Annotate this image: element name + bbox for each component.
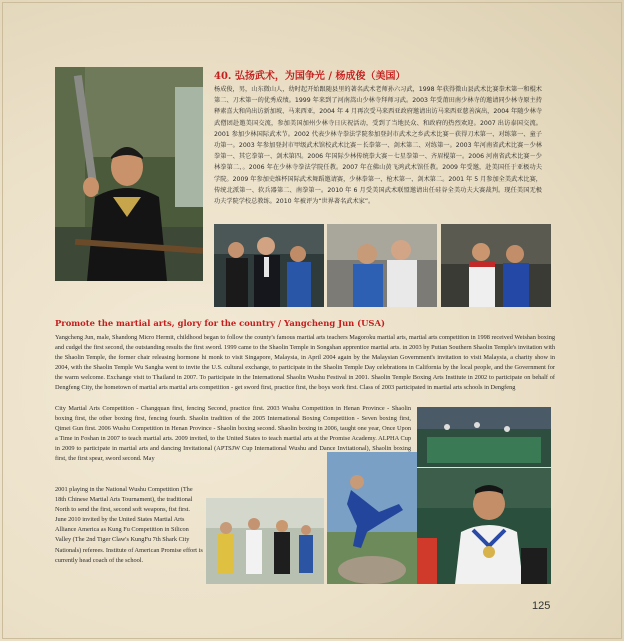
photo-two-men-in-uniform [441,224,551,307]
article-body-en-column: 2001 playing in the National Wushu Competition (The 18th Chinese Martial Arts Tournament), the traditional North to send the first, second soft weapons, fist first. June 2010 invited by the United States Martial Arts Alliance America as Kung Fu Competition in Silicon Valley (The 2nd Tiger Claw's KungFu 7th Shark City Nationals) referees. Institute of American Promise effort is currently head coach of the school. [55,486,203,564]
article-body-en: Yangcheng Jun, male, Shandong Micro Hermit, childhood began to follow the county's famous martial arts teachers Magoroku martial arts, martial arts competition in 1998 received Weishan boxing and cudgel the first second, the outstanding results the first sword. 1999 came to the Shaolin Temple in Songshan apprentice martial arts. in 2003 by Putian Southern Shaolin Temple's invitation with the Shaolin Temple, the former chair releasing hormone hi monk to visit Singapore, Malaysia, in April 2004 again by the Malaysian Government's invitation to visit Malaysia, a charity show in 2004, with the Shaolin Temple Wu Sangha went to invite the U.S. cultural exchange, to participate in the Shaolin Temple Day celebrations in California by the local people, and the Government for the warm welcome. Exchange visit to Thailand in 2007. To participate in the International Shaolin Wushu Festival in 2001. Shaolin Temple Boxing Arts Institute in 2002 to participate on behalf of Dengfeng City, the hometown of martial arts martial arts competition - get sword first, practice first, the boys work first. Class of 2003 participated in martial arts schools in Dengfeng [55,334,555,392]
article-body-en-continued: City Martial Arts Competition - Changquan first, fencing Second, practice first. 2003 Wushu Competition in Henan Province - Shaolin boxing first, the other boxing first, fencing fourth. Shaolin tradition of the 2005 International Boxing Competition - Seven boxing first, Qimei Gun first. 2006 Wushu Competition in Henan Province - Shaolin boxing second. Shaolin boxing in 2006, taught one year, Once Upon a Time in Foshan in 2007 to teach martial arts. 2009 invited, to the United States to teach martial arts at the Promise Academy. ALPHA Cup in 2009 to participate in martial arts and dancing Invitational (APTSJW Cup International Wushu and Dance Invitational), Shaolin boxing first, the first spear, sword second. May [55,405,411,463]
article-title-cn: 40. 弘扬武术，为国争光 / 杨成俊（美国） [214,71,406,82]
photo-award-medal-portrait [417,468,551,584]
page-number: 125 [532,600,551,612]
photo-portrait-with-staff [55,67,203,281]
photo-tournament-hall [417,407,551,467]
photo-group-training [206,498,324,584]
photo-jump-kick-action [327,452,417,584]
photo-group-with-man-in-suit [214,224,324,307]
article-title-en: Promote the martial arts, glory for the country / Yangcheng Jun (USA) [55,318,385,328]
article-body-cn: 杨成俊，男，山东微山人，幼时起开始跟随县里的著名武术老师孙六习武，1998 年获得微山县武术比赛拳术第一和棍术第二、刀术第一的优秀成绩。1999 年来到了河南嵩山少林寺拜师习武。2003 年受莆田南少林寺的邀请同少林寺原主持释素喜大和尚出访新加坡、马来西亚，2004 年 4 月再次受马来西亚政府邀请出访马来西亚慈善演出，2004 年随少林寺武僧团赴邀美国交流，参加美国加州少林寺日庆祝活动，受到了当地民众、和政府的热烈欢迎。2007 出访泰国交流。2001 参加少林国际武术节。2002 代表少林寺拳法学院参加登封市武术之乡武术比赛－获得刀术第一、对练第一、童子功第一。2003 年参加登封市甲级武术馆校武术比赛－长拳第一、剑术第二、对练第一。2003 年河南省武术比赛－少林拳第一、其它拳第一、剑术第四。2006 年国际少林传统拳大赛－七星拳第一、齐眉棍第一。2006 河南省武术比赛－少林拳第二、。2006 年在少林寺拳法学院任教。2007 年在佛山黄飞鸿武术馆任教。2009 年受邀，赴美国任于亚极功夫学院。2009 年参加史维杯国际武术舞蹈邀请赛，少林拳第一、枪术第一、剑术第二。2001 年 5 月参加全美武术比赛，传统北派第一、软兵器第二、南拳第一。2010 年 6 月受美国武术联盟邀请出任硅谷全美功夫大赛裁判。现任美国无极功夫学院学校总教练。2010 年被评为“世界著名武术家”。 [214,86,542,206]
photo-two-men-at-event [327,224,437,307]
